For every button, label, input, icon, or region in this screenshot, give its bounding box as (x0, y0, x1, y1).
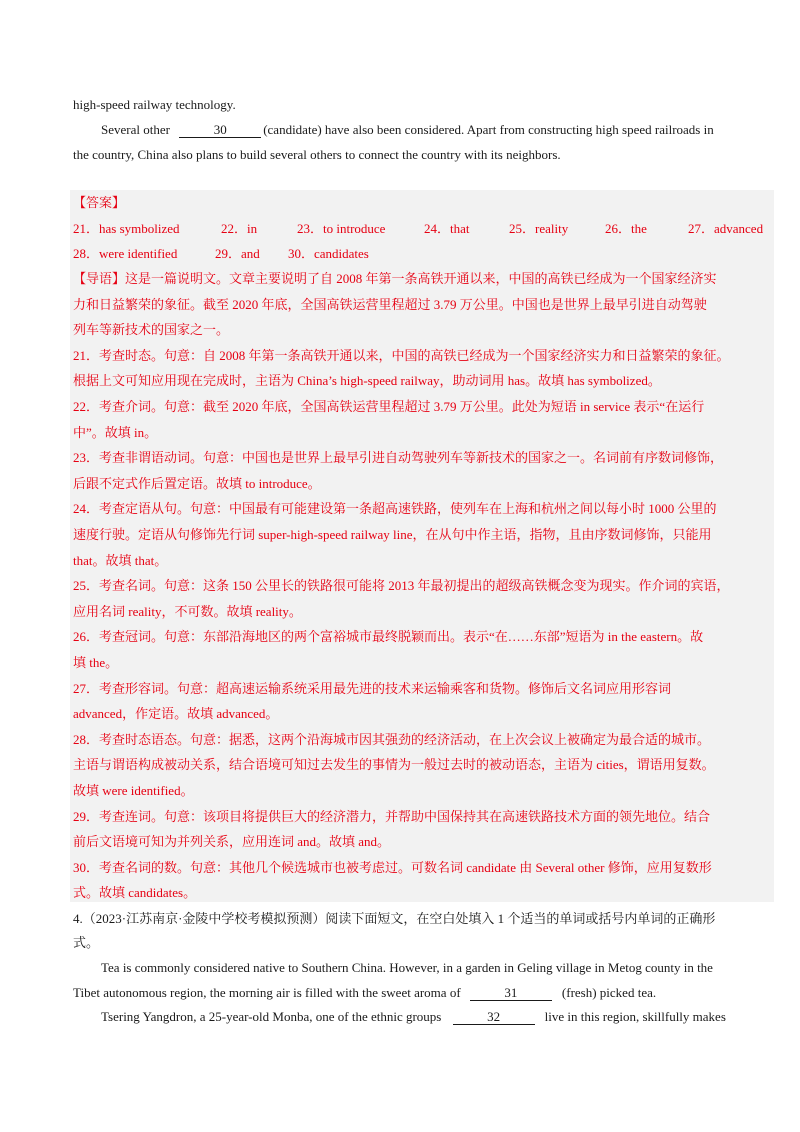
answer-header: 【答案】 (73, 195, 126, 210)
passage-text: (candidate) have also been considered. Apart from constructing high speed railroads in (263, 122, 714, 137)
answer-item: 24．that (424, 221, 470, 236)
explanation-line: 24．考查定语从句。句意：中国最有可能建设第一条超高速铁路，使列车在上海和杭州之间以每小时 1000 公里的 (73, 501, 717, 516)
passage-line: the country, China also plans to build several others to connect the country with its neighbors. (73, 147, 561, 162)
explanation-line: 应用名词 reality，不可数。故填 reality。 (73, 604, 302, 619)
explanation-line: 列车等新技术的国家之一。 (73, 322, 230, 337)
answer-item: 30．candidates (288, 246, 369, 261)
answer-row (73, 245, 773, 263)
passage-line: high-speed railway technology. (73, 97, 236, 112)
explanation-line: 29．考查连词。句意：该项目将提供巨大的经济潜力，并帮助中国保持其在高速铁路技术方面的领先地位。结合 (73, 809, 711, 824)
answer-item: 28．were identified (73, 246, 178, 261)
question-heading: 4.（2023·江苏南京·金陵中学校考模拟预测）阅读下面短文，在空白处填入 1 个适当的单词或括号内单词的正确形 (73, 911, 716, 926)
question-heading: 式。 (73, 935, 100, 950)
explanation-line: 22．考查介词。句意：截至 2020 年底，全国高铁运营里程超过 3.79 万公里。此处为短语 in service 表示“在运行 (73, 399, 705, 414)
explanation-line: 27．考查形容词。句意：超高速运输系统采用最先进的技术来运输乘客和货物。修饰后文名词应用形容词 (73, 681, 672, 696)
answer-item: 29．and (215, 246, 260, 261)
blank-32[interactable]: 32 (453, 1010, 535, 1025)
answer-item: 21．has symbolized (73, 221, 180, 236)
explanation-line: 故填 were identified。 (73, 783, 194, 798)
explanation-line: 【导语】这是一篇说明文。文章主要说明了自 2008 年第一条高铁开通以来，中国的高铁已经成为一个国家经济实 (73, 271, 717, 286)
explanation-line: 速度行驶。定语从句修饰先行词 super-high-speed railway line，在从句中作主语，指物，且由序数词修饰，只能用 (73, 527, 712, 542)
explanation-line: 根据上文可知应用现在完成时，主语为 China’s high-speed railway，助动词用 has。故填 has symbolized。 (73, 373, 661, 388)
passage-text: Tibet autonomous region, the morning air is filled with the sweet aroma of (73, 985, 461, 1000)
explanation-line: advanced，作定语。故填 advanced。 (73, 706, 279, 721)
explanation-line: 28．考查时态语态。句意：据悉，这两个沿海城市因其强劲的经济活动，在上次会议上被确定为最合适的城市。 (73, 732, 711, 747)
passage-line (101, 121, 773, 139)
answer-item: 26．the (605, 221, 647, 236)
passage-text: Tsering Yangdron, a 25-year-old Monba, one of the ethnic groups (101, 1009, 442, 1024)
explanation-line: 26．考查冠词。句意：东部沿海地区的两个富裕城市最终脱颖而出。表示“在……东部”短语为 in the eastern。故 (73, 629, 704, 644)
explanation-line: 后跟不定式作后置定语。故填 to introduce。 (73, 476, 321, 491)
passage-text: live in this region, skillfully makes (544, 1009, 726, 1024)
passage-line (101, 1008, 773, 1026)
passage-line: Tea is commonly considered native to Southern China. However, in a garden in Geling village in Metog county in the (101, 960, 713, 975)
explanation-line: 21．考查时态。句意：自 2008 年第一条高铁开通以来，中国的高铁已经成为一个国家经济实力和日益繁荣的象征。 (73, 348, 730, 363)
blank-31[interactable]: 31 (470, 986, 552, 1001)
explanation-line: 力和日益繁荣的象征。截至 2020 年底，全国高铁运营里程超过 3.79 万公里。中国也是世界上最早引进自动驾驶 (73, 297, 707, 312)
explanation-line: 主语与谓语构成被动关系，结合语境可知过去发生的事情为一般过去时的被动语态，主语为 cities，谓语用复数。 (73, 757, 715, 772)
explanation-line: 23．考查非谓语动词。句意：中国也是世界上最早引进自动驾驶列车等新技术的国家之一。名词前有序数词修饰， (73, 450, 724, 465)
passage-line (73, 984, 773, 1002)
answer-item: 23．to introduce (297, 221, 386, 236)
answer-item: 25．reality (509, 221, 569, 236)
explanation-line: 25．考查名词。句意：这条 150 公里长的铁路很可能将 2013 年最初提出的超级高铁概念变为现实。作介词的宾语， (73, 578, 730, 593)
passage-text: (fresh) picked tea. (561, 985, 657, 1000)
explanation-line: 式。故填 candidates。 (73, 885, 197, 900)
explanation-line: 中”。故填 in。 (73, 425, 158, 440)
explanation-line: that。故填 that。 (73, 553, 168, 568)
passage-text: Several other (101, 122, 170, 137)
explanation-line: 填 the。 (73, 655, 119, 670)
explanation-line: 前后文语境可知为并列关系，应用连词 and。故填 and。 (73, 834, 391, 849)
blank-30[interactable]: 30 (179, 123, 261, 138)
answer-item: 22．in (221, 221, 258, 236)
answer-row (73, 220, 773, 238)
explanation-line: 30．考查名词的数。句意：其他几个候选城市也被考虑过。可数名词 candidate 由 Several other 修饰，应用复数形 (73, 860, 712, 875)
answer-item: 27．advanced (688, 221, 764, 236)
